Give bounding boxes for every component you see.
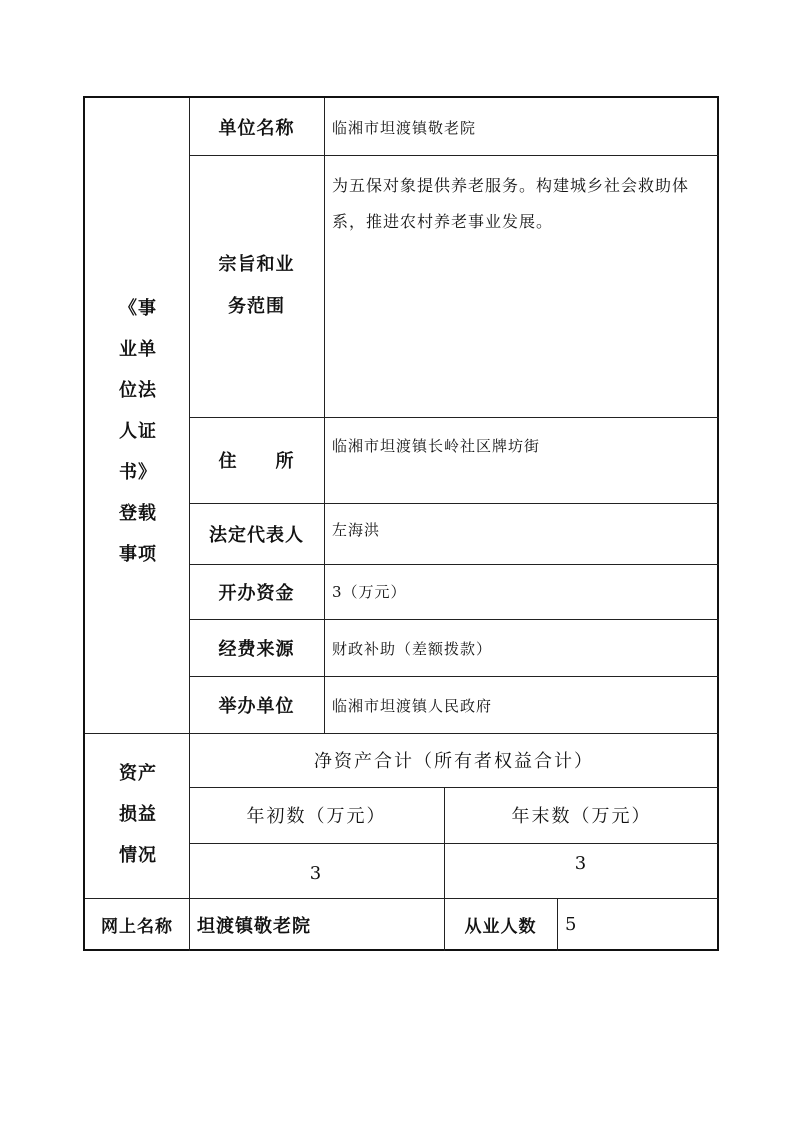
staff-count-label: 从业人数 (464, 917, 537, 937)
online-name-value: 坦渡镇敬老院 (197, 915, 311, 937)
end-of-year-header: 年末数（万元） (511, 806, 652, 827)
net-assets-header: 净资产合计（所有者权益合计） (314, 751, 594, 772)
legal-rep-value: 左海洪 (332, 521, 381, 539)
sponsor-label: 举办单位 (218, 695, 295, 717)
unit-name-label: 单位名称 (218, 117, 295, 139)
section-title-registration: 《事业单位法人证书》登载事项 (119, 298, 157, 565)
online-name-label: 网上名称 (101, 917, 173, 937)
address-label: 住 所 (218, 451, 295, 472)
purpose-label: 宗旨和业务范围 (218, 254, 295, 317)
funding-value: 财政补助（差额拨款） (332, 640, 493, 658)
start-of-year-value: 3 (309, 862, 324, 884)
address-value: 临湘市坦渡镇长岭社区牌坊街 (332, 437, 541, 455)
staff-count-value: 5 (565, 914, 579, 935)
purpose-value: 为五保对象提供养老服务。构建城乡社会救助体系，推进农村养老事业发展。 (332, 176, 690, 231)
legal-rep-label: 法定代表人 (209, 524, 304, 546)
capital-label: 开办资金 (218, 582, 295, 604)
sponsor-value: 临湘市坦渡镇人民政府 (332, 697, 493, 715)
unit-name-value: 临湘市坦渡镇敬老院 (332, 119, 477, 137)
section-title-assets: 资产损益情况 (119, 763, 157, 866)
funding-label: 经费来源 (218, 638, 295, 660)
end-of-year-value: 3 (574, 852, 589, 874)
registration-table (83, 96, 719, 951)
capital-value: 3（万元） (332, 583, 407, 601)
start-of-year-header: 年初数（万元） (246, 806, 387, 827)
